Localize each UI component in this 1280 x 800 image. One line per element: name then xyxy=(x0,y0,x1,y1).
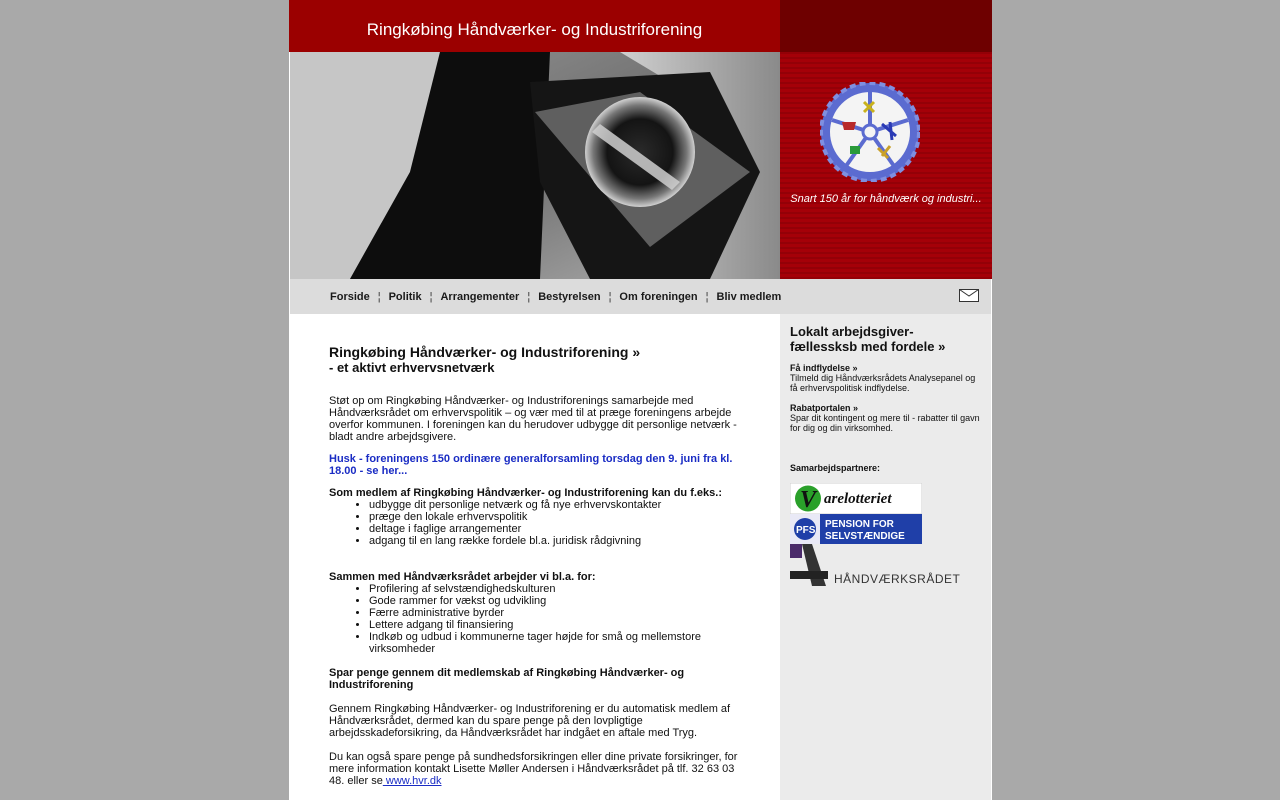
main-subheading: - et aktivt erhvervsnetværk xyxy=(329,360,495,375)
nav-bar xyxy=(290,279,991,314)
list-item: • deltage i faglige arrangementer xyxy=(369,523,741,535)
together-list xyxy=(329,583,741,655)
nav-separator: ¦ xyxy=(429,291,433,303)
together-title: Sammen med Håndværksrådet arbejder vi bl.a. for: xyxy=(329,571,596,583)
nav-item-politik[interactable]: Politik xyxy=(388,291,422,303)
list-item: • præge den lokale erhvervspolitik xyxy=(369,511,741,523)
insurance-text xyxy=(329,751,741,787)
header-bar-right xyxy=(780,0,992,52)
nav-item-bliv-medlem[interactable]: Bliv medlem xyxy=(716,291,782,303)
nav-separator: ¦ xyxy=(705,291,709,303)
intro-text: Støt op om Ringkøbing Håndværker- og Industriforenings samarbejde med Håndværksrådet om erhvervspolitik – og vær med til at præge foreningens arbejde overfor kommunen. I foreningen kan du herudover udbygge dit personlige netværk - bladt andre arbejdsgivere. xyxy=(329,395,737,443)
hero-image xyxy=(290,52,780,279)
partner-varelotteriet-text: arelotteriet xyxy=(824,491,892,507)
list-item: • udbygge dit personlige netværk og få nye erhvervskontakter xyxy=(369,499,741,511)
partner-haandvaerksraadet-logo[interactable] xyxy=(790,544,960,586)
sidebar-inner xyxy=(790,324,980,586)
tagline: Snart 150 år for håndværk og industri... xyxy=(790,193,982,205)
page-container xyxy=(289,0,992,800)
list-item: • Indkøb og udbud i kommunerne tager højde for små og mellemstore virksomheder xyxy=(369,631,741,655)
influence-text: Tilmeld dig Håndværksrådets Analysepanel og få erhvervspolitisk indflydelse. xyxy=(790,373,976,393)
partners-title: Samarbejdspartnere: xyxy=(790,463,881,473)
association-logo xyxy=(820,82,920,182)
nav-separator: ¦ xyxy=(377,291,381,303)
list-item: • Lettere adgang til finansiering xyxy=(369,619,741,631)
nav-item-forside[interactable]: Forside xyxy=(330,291,370,303)
partner-pfs-logo[interactable] xyxy=(790,514,922,544)
sidebar xyxy=(780,314,991,800)
save-money-text: Gennem Ringkøbing Håndværker- og Industriforening er du automatisk medlem af Håndværksrådet, dermed kan du spare penge på den lovpligtige arbejdsskadeforsikring, da Håndværksrådet har indgået en aftale med Tryg. xyxy=(329,703,731,739)
nav-item-arrangementer[interactable]: Arrangementer xyxy=(440,291,520,303)
site-title: Ringkøbing Håndværker- og Industriforening xyxy=(366,20,703,39)
sidebar-heading[interactable]: Lokalt arbejdsgiver-fællessksb med fordele » xyxy=(790,324,946,354)
partner-pfs-line1: PENSION FOR xyxy=(825,519,894,530)
partner-varelotteriet-logo[interactable] xyxy=(790,483,922,514)
nav-item-om-foreningen[interactable]: Om foreningen xyxy=(619,291,698,303)
header-bar xyxy=(289,0,780,52)
hvr-link[interactable]: www.hvr.dk xyxy=(382,775,442,787)
discount-portal-link[interactable]: Rabatportalen » xyxy=(790,403,859,413)
partner-haandvaerksraadet-text: HÅNDVÆRKSRÅDET xyxy=(834,572,960,586)
partner-pfs-line2: SELVSTÆNDIGE xyxy=(825,531,905,542)
nav-separator: ¦ xyxy=(527,291,531,303)
main-content xyxy=(329,344,741,787)
nav-item-bestyrelsen[interactable]: Bestyrelsen xyxy=(538,291,601,303)
mail-icon[interactable] xyxy=(959,289,979,302)
list-item: • adgang til en lang række fordele bl.a. juridisk rådgivning xyxy=(369,535,741,547)
general-meeting-link[interactable]: Husk - foreningens 150 ordinære generalforsamling torsdag den 9. juni fra kl. 18.00 - se her... xyxy=(329,453,733,477)
svg-text:V: V xyxy=(800,487,817,513)
save-money-title: Spar penge gennem dit medlemskab af Ringkøbing Håndværker- og Industriforening xyxy=(329,667,685,691)
partner-pfs-badge: PFS xyxy=(796,525,816,536)
list-item: • Gode rammer for vækst og udvikling xyxy=(369,595,741,607)
member-benefits-title: Som medlem af Ringkøbing Håndværker- og Industriforening kan du f.eks.: xyxy=(329,487,722,499)
influence-link[interactable]: Få indflydelse » xyxy=(790,363,858,373)
nav-links xyxy=(330,291,781,303)
list-item: • Færre administrative byrder xyxy=(369,607,741,619)
insurance-text-body: Du kan også spare penge på sundhedsforsikringen eller dine private forsikringer, for mere information kontakt Lisette Møller Andersen i Håndværksrådet på tlf. 32 63 03 48. eller se xyxy=(329,751,738,787)
discount-portal-text: Spar dit kontingent og mere til - rabatter til gavn for dig og din virksomhed. xyxy=(790,413,980,433)
list-item: • Profilering af selvstændighedskulturen xyxy=(369,583,741,595)
member-benefits-list xyxy=(329,499,741,547)
main-heading[interactable]: Ringkøbing Håndværker- og Industriforening » xyxy=(329,344,641,360)
nav-separator: ¦ xyxy=(608,291,612,303)
logo-panel xyxy=(780,52,992,279)
